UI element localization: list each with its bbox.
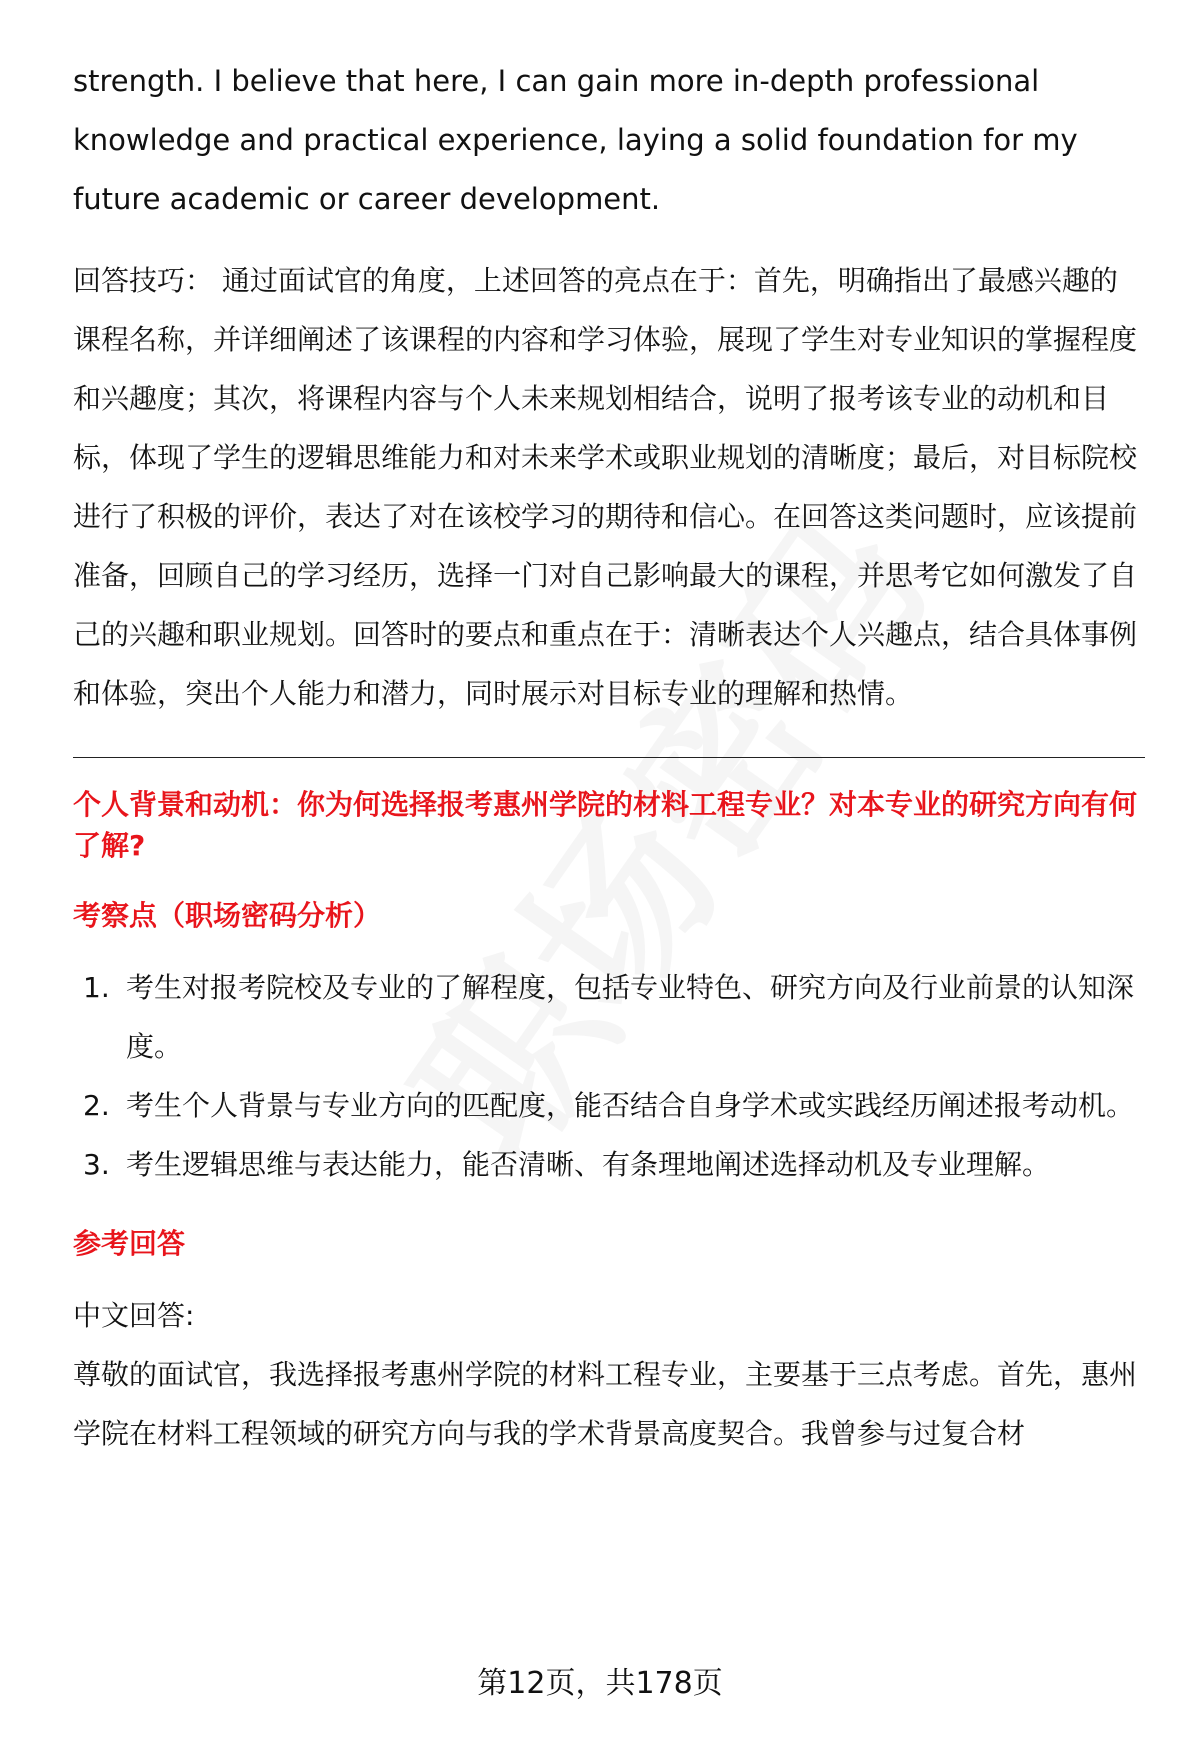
answer-heading: 参考回答 (73, 1227, 186, 1260)
analysis-points (73, 958, 1145, 1194)
document-body (73, 52, 1145, 1463)
analysis-heading: 考察点（职场密码分析） (73, 899, 382, 932)
list-text: 考生对报考院校及专业的了解程度，包括专业特色、研究方向及行业前景的认知深度。 (126, 971, 1135, 1063)
list-number: 3. (83, 1148, 110, 1181)
list-text: 考生个人背景与专业方向的匹配度，能否结合自身学术或实践经历阐述报考动机。 (126, 1089, 1135, 1122)
list-item (73, 1135, 1145, 1194)
page-footer: 第12页，共178页 (477, 1666, 723, 1701)
list-text: 考生逻辑思维与表达能力，能否清晰、有条理地阐述选择动机及专业理解。 (126, 1148, 1051, 1181)
list-item (73, 958, 1145, 1076)
intro-paragraph: strength. I believe that here, I can gain more in-depth professional knowledge and practical experience, laying a solid foundation for my future academic or career development. (73, 64, 1078, 216)
section-divider (73, 757, 1145, 758)
list-number: 2. (83, 1089, 110, 1122)
question-heading: 个人背景和动机：你为何选择报考惠州学院的材料工程专业？对本专业的研究方向有何了解? (73, 788, 1138, 862)
answer-paragraph: 尊敬的面试官，我选择报考惠州学院的材料工程专业，主要基于三点考虑。首先，惠州学院在材料工程领域的研究方向与我的学术背景高度契合。我曾参与过复合材 (73, 1358, 1138, 1450)
chinese-answer-label: 中文回答: (73, 1299, 195, 1332)
list-number: 1. (83, 971, 110, 1004)
answer-tips-paragraph: 回答技巧： 通过面试官的角度，上述回答的亮点在于：首先，明确指出了最感兴趣的课程名称，并详细阐述了该课程的内容和学习体验，展现了学生对专业知识的掌握程度和兴趣度；其次，将课程内容与个人未来规划相结合，说明了报考该专业的动机和目标，体现了学生的逻辑思维能力和对未来学术或职业规划的清晰度；最后，对目标院校进行了积极的评价，表达了对在该校学习的期待和信心。在回答这类问题时，应该提前准备，回顾自己的学习经历，选择一门对自己影响最大的课程，并思考它如何激发了自己的兴趣和职业规划。回答时的要点和重点在于：清晰表达个人兴趣点，结合具体事例和体验，突出个人能力和潜力，同时展示对目标专业的理解和热情。 (73, 264, 1138, 710)
list-item (73, 1076, 1145, 1135)
